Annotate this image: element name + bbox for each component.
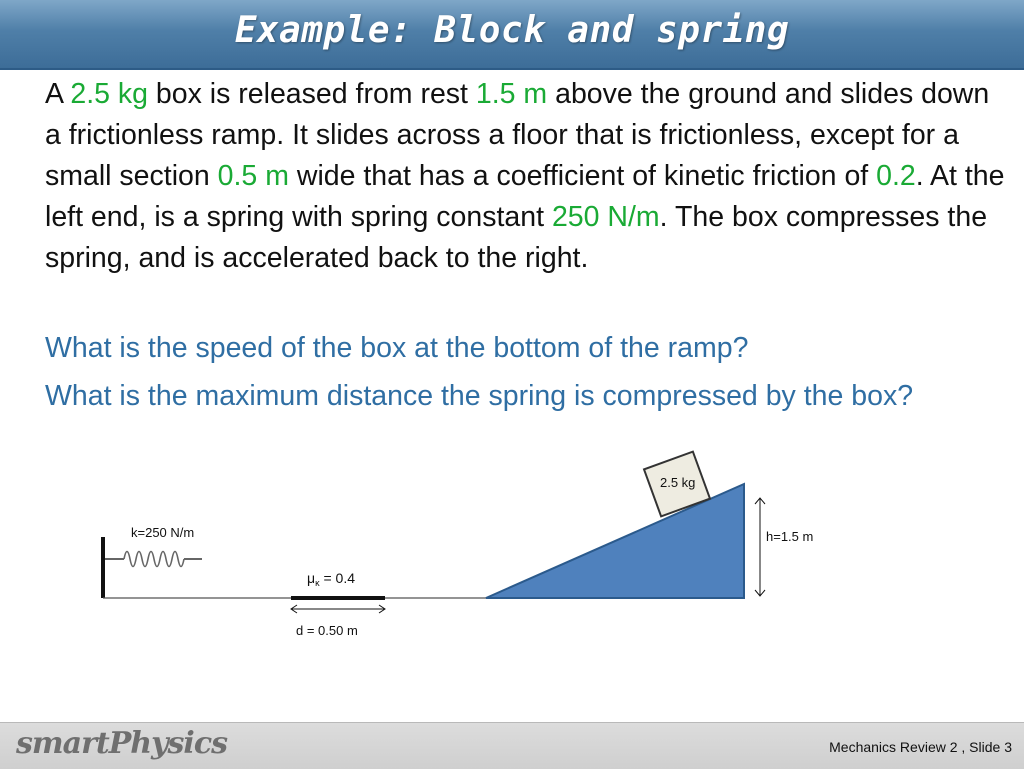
width-value: 0.5 m bbox=[217, 160, 289, 192]
spring bbox=[105, 552, 202, 567]
slide-title: Example: Block and spring bbox=[234, 10, 790, 51]
smartphysics-logo: smartPhysics bbox=[16, 726, 227, 761]
problem-text-1: A bbox=[45, 78, 71, 110]
problem-text-3: above the ground and slides down a frictionless ramp. It slides across a floor that is frictionless, except for a small section bbox=[45, 78, 990, 192]
height-value: 1.5 m bbox=[475, 78, 548, 110]
block-label: 2.5 kg bbox=[660, 475, 696, 490]
problem-text-2: box is released from rest bbox=[148, 78, 476, 110]
problem-text-6: . The box compresses the spring, and is accelerated back to the right. bbox=[45, 201, 988, 274]
distance-arrow bbox=[291, 605, 385, 613]
problem-text-5: . At the left end, is a spring with spring constant bbox=[45, 160, 1005, 233]
slide-footer bbox=[0, 722, 1024, 769]
spring-label: k=250 N/m bbox=[131, 525, 195, 540]
question-2: What is the maximum distance the spring is compressed by the box? bbox=[45, 380, 914, 412]
problem-text-4: wide that has a coefficient of kinetic friction of bbox=[288, 160, 877, 192]
mu-value: 0.2 bbox=[876, 160, 916, 192]
friction-label: $\mu_\kappa = 0.4$ bbox=[307, 570, 355, 588]
distance-label: d = 0.50 m bbox=[296, 623, 358, 638]
height-label: h=1.5 m bbox=[766, 529, 814, 544]
spring-constant-value: 250 N/m bbox=[551, 201, 660, 233]
mass-value: 2.5 kg bbox=[70, 78, 148, 110]
slide-info: Mechanics Review 2 , Slide 3 bbox=[829, 739, 1012, 755]
question-1: What is the speed of the box at the bottom of the ramp? bbox=[45, 332, 749, 364]
height-arrow bbox=[755, 498, 765, 596]
